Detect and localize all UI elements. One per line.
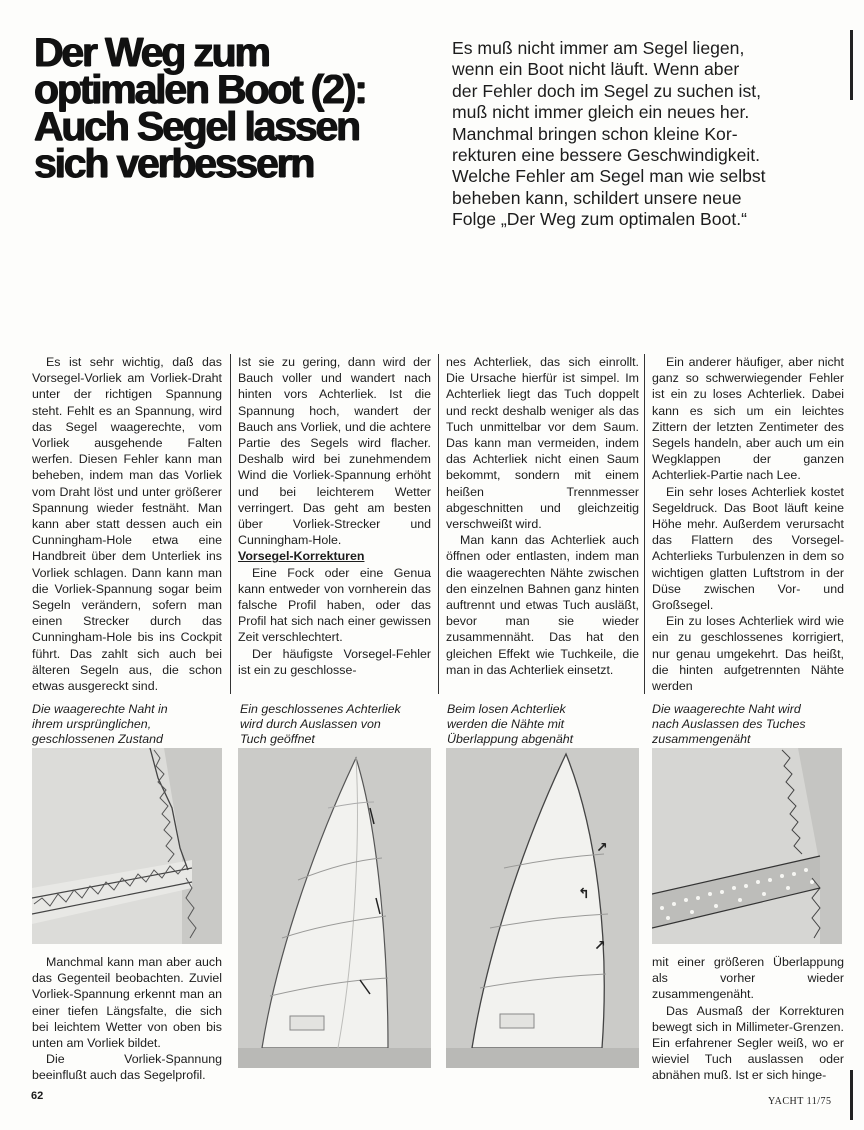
svg-text:↗: ↗ [594, 938, 606, 954]
seam-closed-photo [32, 748, 222, 944]
column-rule [438, 354, 439, 694]
paragraph: Ein anderer häufiger, aber nicht ganz so schwerwiegender Fehler ist ein zu loses Achterliek. Dabei kann es sich um ein leichtes Zittern der letzten Zentimeter des Segels handeln, aber auch um ein Wegklappen der ganzen Achterliek-Partie nach Lee. [652, 355, 844, 483]
paragraph: Ist sie zu gering, dann wird der Bauch voller und wandert nach hinten vors Achterliek. Ist die Spannung hoch, wandert der Bauch ans Vorliek, und die achtere Partie des Segels wird flacher. Deshalb wird bei zunehmendem Wind die Vorliek-Spannung erhöht und bei leichterem Wetter verringert. Das geht am besten über Vorliek-Strecker und Cunningham-Hole. [238, 355, 431, 548]
article-column-4 [652, 354, 844, 694]
page-number: 62 [31, 1090, 44, 1102]
scan-edge-mark [850, 30, 853, 100]
paragraph: Ein zu loses Achterliek wird wie ein zu geschlossenes korrigiert, nur genau umgekehrt. Das heißt, die hinten aufgetrennten Nähte werden [652, 614, 844, 694]
seam-sewn-overlap-photo [652, 748, 842, 944]
article-column-1 [32, 354, 222, 694]
paragraph: Manchmal kann man aber auch das Gegenteil beobachten. Zuviel Vorliek-Spannung erkennt man an einer tiefen Längsfalte, die sich bei leichtem Wetter von oben bis unten am Vorliek bildet. [32, 955, 222, 1051]
column-rule [230, 354, 231, 694]
paragraph: Es ist sehr wichtig, daß das Vorsegel-Vorliek am Vorliek-Draht unter der richtigen Spannung steht. Fehlt es an Spannung, wird das Segel waagerechte, vom Vorliek ausgehende Falten werfen. Diesen Fehler kann man beheben, indem man das Vorliek vom Draht löst und unter größerer Spannung wieder festnäht. Man kann aber statt dessen auch ein Cunningham-Hole etwa eine Handbreit über dem Unterliek ins Vorliek schlagen. Dann kann man die Vorliek-Spannung sogar beim Segeln verändern, sofern man einen Strecker durch das Cunningham-Hole bis ins Cockpit führt. Das zahlt sich auch bei älteren Segeln aus, die schon etwas ausgereckt sind. [32, 355, 222, 694]
magazine-issue: YACHT 11/75 [768, 1096, 832, 1107]
sail-loose-leech-photo [446, 748, 639, 1068]
lower-column-1 [32, 954, 222, 1084]
svg-text:↰: ↰ [578, 886, 590, 902]
article-column-3 [446, 354, 639, 678]
scan-edge-mark [850, 1070, 853, 1120]
svg-text:↗: ↗ [596, 840, 608, 856]
paragraph: Eine Fock oder eine Genua kann entweder von vornherein das falsche Profil haben, oder das Profil hat sich nach einer gewissen Zeit verschlechtert. [238, 565, 431, 645]
headline: Der Weg zum optimalen Boot (2): Auch Segel lassen sich verbessern [34, 29, 366, 186]
column-rule [644, 354, 645, 694]
caption-1: Die waagerechte Naht in ihrem ursprünglichen, geschlossenen Zustand [32, 702, 168, 746]
caption-3: Beim losen Achterliek werden die Nähte mit Überlappung abgenäht [447, 702, 574, 746]
lower-column-4 [652, 954, 844, 1084]
sail-opened-leech-photo [238, 748, 431, 1068]
paragraph: mit einer größeren Überlappung als vorher wieder zusammengenäht. [652, 955, 844, 1002]
caption-2: Ein geschlossenes Achterliek wird durch Auslassen von Tuch geöffnet [240, 702, 401, 746]
intro-text: Es muß nicht immer am Segel liegen, wenn ein Boot nicht läuft. Wenn aber der Fehler doch im Segel zu suchen ist, muß nicht immer gleich ein neues her. Manchmal bringen schon kleine Kor- rekturen eine bessere Geschwindigkeit. Welche Fehler am Segel man wie selbst beheben kann, schildert unsere neue Folge „Der Weg zum optimalen Boot.“ [452, 38, 766, 230]
paragraph: Das Ausmaß der Korrekturen bewegt sich in Millimeter-Grenzen. Ein erfahrener Segler weiß, wo er wieviel Tuch auslassen oder abnähen muß. Ist er sich hinge- [652, 1003, 844, 1083]
paragraph: nes Achterliek, das sich einrollt. Die Ursache hierfür ist simpel. Im Achterliek liegt das Tuch doppelt und reckt deshalb weniger als das Tuch unmittelbar vor dem Saum. Das kann man vermeiden, indem das Achterliek nicht einen Saum bekommt, sondern mit einem heißen Trennmesser abgeschnitten und gleichzeitig verschweißt wird. [446, 355, 639, 532]
paragraph: Ein sehr loses Achterliek kostet Segeldruck. Das Boot läuft keine Höhe mehr. Außerdem verursacht das Flattern des Vorsegel-Achterlieks Turbulenzen in dem so wichtigen glatten Luftstrom in der Düse zwischen Vor- und Großsegel. [652, 484, 844, 613]
caption-4: Die waagerechte Naht wird nach Auslassen des Tuches zusammengenäht [652, 702, 806, 746]
subheading: Vorsegel-Korrekturen [238, 549, 365, 564]
paragraph: Man kann das Achterliek auch öffnen oder entlasten, indem man die waagerechten Nähte zwischen den einzelnen Bahnen ganz hinten auftrennt und etwas Tuch ausläßt, bevor man sie wieder zusammennäht. Das hat den gleichen Effekt wie Tuchkeile, die man in das Achterliek einsetzt. [446, 533, 639, 677]
article-column-2 [238, 354, 431, 678]
paragraph: Der häufigste Vorsegel-Fehler ist ein zu geschlosse- [238, 646, 431, 677]
paragraph: Die Vorliek-Spannung beeinflußt auch das Segelprofil. [32, 1052, 222, 1083]
